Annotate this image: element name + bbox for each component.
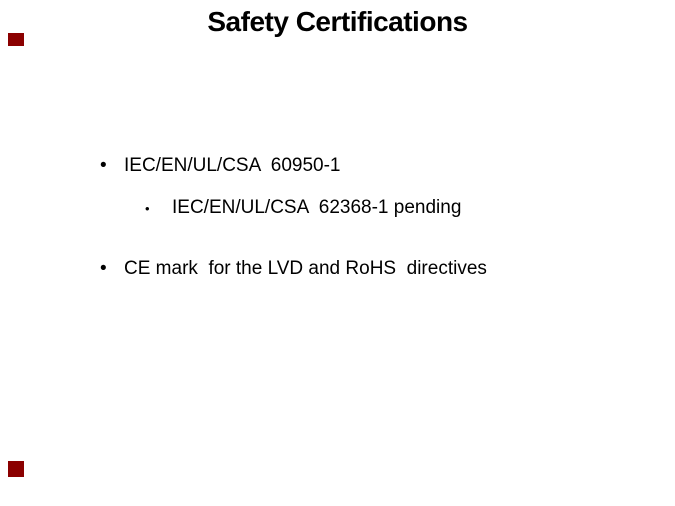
slide-title: Safety Certifications: [207, 6, 468, 37]
bullet-text-62368-pending: IEC/EN/UL/CSA 62368-1 pending: [172, 197, 462, 218]
bullet-icon: •: [100, 155, 107, 176]
bullet-item-62368-pending: [145, 196, 461, 220]
bullet-item-60950: [100, 154, 341, 177]
bullet-icon: •: [100, 258, 107, 279]
top-left-accent-marker: [8, 33, 24, 46]
bullet-item-ce-mark: [100, 257, 487, 280]
sub-bullet-icon: •: [145, 201, 150, 216]
bottom-left-accent-marker: [8, 461, 24, 477]
bullet-text-60950: IEC/EN/UL/CSA 60950-1: [124, 155, 341, 176]
bullet-text-ce-mark: CE mark for the LVD and RoHS directives: [124, 258, 487, 279]
